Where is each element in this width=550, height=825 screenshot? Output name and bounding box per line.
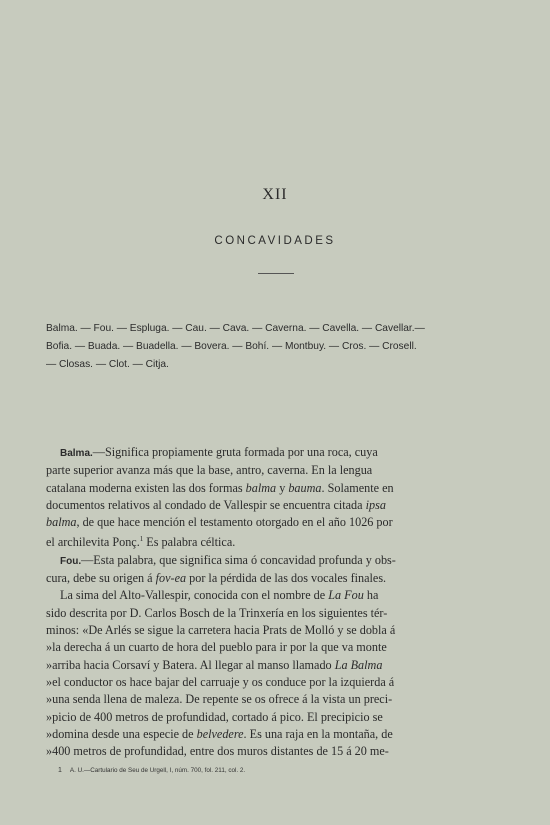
paragraph-balma-line: parte superior avanza más que la base, antro, caverna. En la lengua: [46, 463, 373, 478]
footnote-mark: 1: [58, 767, 62, 774]
paragraph-sima-line: »la derecha á un cuarto de hora del pueblo para ir por la que va monte: [46, 640, 387, 655]
paragraph-sima-line: »una senda llena de maleza. De repente se os ofrece á la vista un preci-: [46, 692, 393, 707]
body-text: [46, 444, 514, 760]
paragraph-sima-line: »picio de 400 metros de profundidad, cortado á pico. El precipicio se: [46, 709, 383, 724]
paragraph-fou-line: Fou.—Esta palabra, que significa sima ó concavidad profunda y obs-: [60, 552, 396, 567]
term-fou: Fou.: [60, 555, 82, 567]
footnote-ref: 1: [139, 535, 144, 544]
paragraph-balma-line: documentos relativos al condado de Vallespir se encuentra citada ipsa: [46, 497, 386, 512]
summary-line: Bofia. — Buada. — Buadella. — Bovera. — Bohí. — Montbuy. — Cros. — Crosell.: [46, 341, 417, 352]
paragraph-balma-line: el archilevita Ponç.$^1$ Es palabra céltica.: [46, 535, 236, 550]
paragraph-balma-line: balma, de que hace mención el testamento otorgado en el año 1026 por: [46, 515, 393, 530]
paragraph-sima-line: sido descrita por D. Carlos Bosch de la Trinxería en los siguientes tér-: [46, 605, 388, 620]
term-balma: Balma.: [60, 448, 93, 459]
paragraph-sima-line: »el conductor os hace bajar del carruaje y os conduce por la izquierda á: [46, 674, 395, 689]
title-rule: [258, 273, 294, 274]
paragraph-balma-line: Balma.—Significa propiamente gruta formada por una roca, cuya: [60, 445, 378, 459]
paragraph-sima-line: »domina desde una especie de belvedere. Es una raja en la montaña, de: [46, 726, 393, 741]
chapter-title: CONCAVIDADES: [214, 235, 336, 247]
paragraph-sima-line: minos: «De Arlés se sigue la carretera hacia Prats de Molló y se dobla á: [46, 623, 396, 638]
paragraph-balma-line: catalana moderna existen las dos formas balma y bauma. Solamente en: [46, 480, 394, 495]
paragraph-sima-line: »arriba hacia Corsaví y Batera. Al llegar al manso llamado La Balma: [46, 657, 383, 672]
chapter-summary: [46, 320, 514, 374]
summary-line: — Closas. — Clot. — Citja.: [46, 359, 169, 370]
footnote-text: A. U.—Cartulario de Seu de Urgell, I, núm. 700, fol. 211, col. 2.: [69, 767, 246, 774]
chapter-number: XII: [262, 186, 288, 203]
footnote: [58, 767, 518, 774]
paragraph-sima-line: »400 metros de profundidad, entre dos muros distantes de 15 á 20 me-: [46, 744, 389, 759]
paragraph-sima-line: La sima del Alto-Vallespir, conocida con el nombre de La Fou ha: [60, 588, 379, 603]
paragraph-fou-line: cura, debe su origen á fov-ea por la pérdida de las dos vocales finales.: [46, 571, 387, 586]
summary-line: Balma. — Fou. — Espluga. — Cau. — Cava. — Caverna. — Cavella. — Cavellar.—: [46, 323, 425, 334]
